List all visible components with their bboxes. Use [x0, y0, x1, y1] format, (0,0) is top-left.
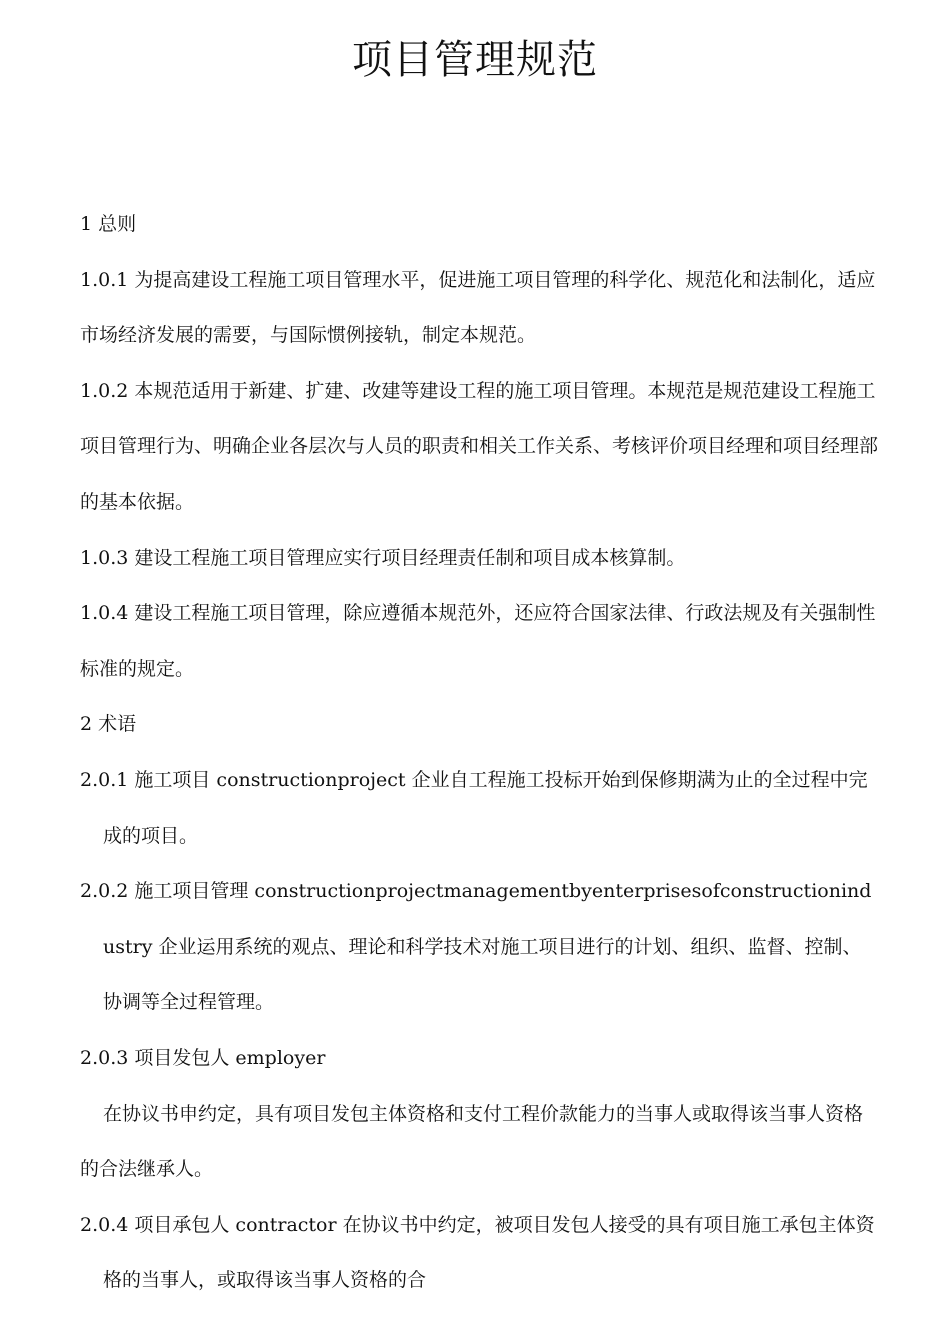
document-title: 项目管理规范 [352, 37, 598, 83]
term-2-0-3-definition: 在协议书申约定，具有项目发包主体资格和支付工程价款能力的当事人或取得该当事人资格的合法继承人。 [80, 1102, 864, 1181]
clause-1-0-3: 1.0.3 建设工程施工项目管理应实行项目经理责任制和项目成本核算制。 [80, 546, 686, 569]
clause-1-0-1: 1.0.1 为提高建设工程施工项目管理水平，促进施工项目管理的科学化、规范化和法制化，适应市场经济发展的需要，与国际惯例接轨，制定本规范。 [80, 268, 876, 347]
clause-1-0-2: 1.0.2 本规范适用于新建、扩建、改建等建设工程的施工项目管理。本规范是规范建设工程施工项目管理行为、明确企业各层次与人员的职责和相关工作关系、考核评价项目经理和项目经理部的基本依据。 [80, 379, 879, 513]
section-heading-general: 1 总则 [80, 213, 137, 235]
term-2-0-4: 2.0.4 项目承包人 contractor 在协议书中约定，被项目发包人接受的具有项目施工承包主体资格的当事人，或取得该当事人资格的合 [80, 1213, 875, 1292]
term-2-0-2: 2.0.2 施工项目管理 constructionprojectmanagementbyenterprisesofconstructionindustry 企业运用系统的观点、理论和科学技术对施工项目进行的计划、组织、监督、控制、协调等全过程管理。 [80, 880, 872, 1014]
document-body [80, 197, 880, 1309]
clause-1-0-4: 1.0.4 建设工程施工项目管理，除应遵循本规范外，还应符合国家法律、行政法规及有关强制性标准的规定。 [80, 602, 876, 680]
section-heading-terms: 2 术语 [80, 713, 137, 736]
term-2-0-3-heading: 2.0.3 项目发包人 employer [80, 1046, 326, 1069]
term-2-0-1: 2.0.1 施工项目 constructionproject 企业自工程施工投标开始到保修期满为止的全过程中完成的项目。 [80, 768, 868, 847]
